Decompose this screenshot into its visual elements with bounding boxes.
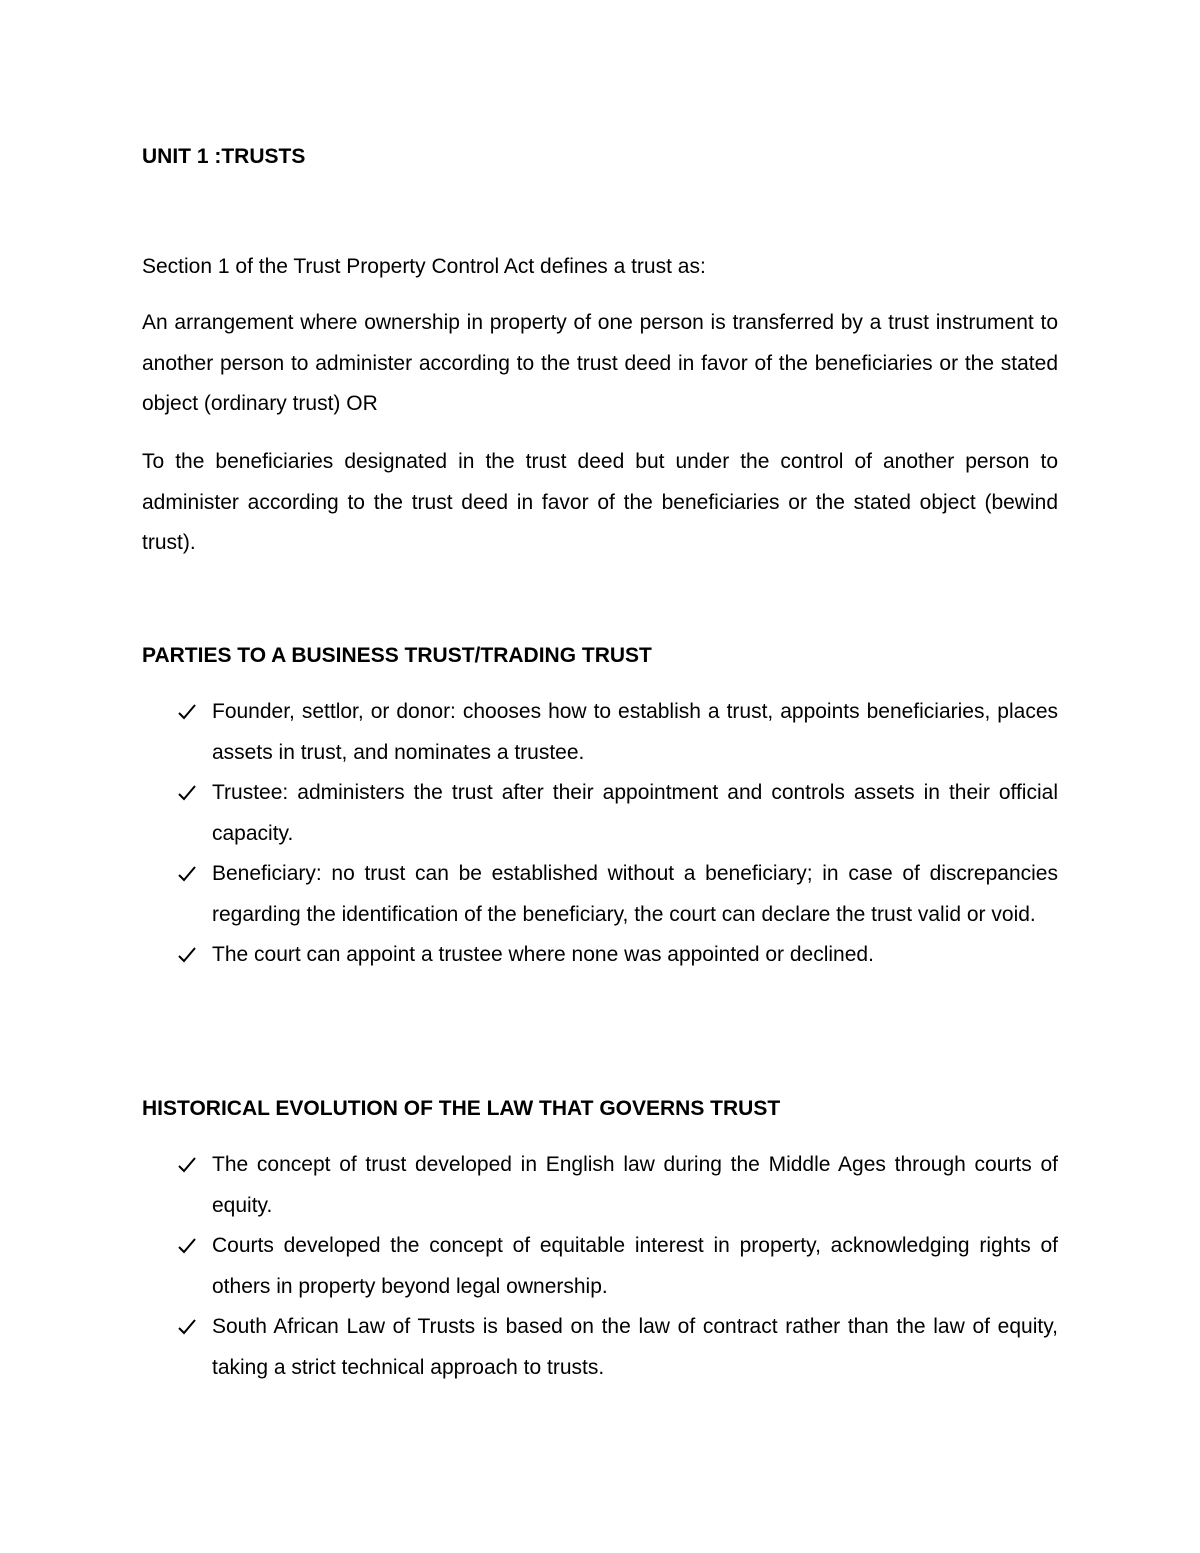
list-item: [142, 1307, 1058, 1388]
checkmark-icon: [178, 773, 198, 813]
list-item: [142, 1226, 1058, 1307]
list-item: [142, 854, 1058, 935]
list-item-text: South African Law of Trusts is based on the law of contract rather than the law of equity, taking a strict technical approach to trusts.: [212, 1315, 1058, 1379]
list-item-text: Founder, settlor, or donor: chooses how to establish a trust, appoints beneficiaries, places assets in trust, and nominates a trustee.: [212, 700, 1058, 764]
checkmark-icon: [178, 854, 198, 894]
parties-list: [142, 692, 1058, 976]
history-list: [142, 1145, 1058, 1388]
definition-paragraph-1: An arrangement where ownership in property of one person is transferred by a trust instrument to another person to administer according to the trust deed in favor of the beneficiaries or the stated object (ordinary trust) OR: [142, 311, 1058, 415]
list-item-text: The concept of trust developed in English law during the Middle Ages through courts of equity.: [212, 1153, 1058, 1217]
list-item: [142, 692, 1058, 773]
list-item: [142, 773, 1058, 854]
list-item: [142, 935, 1058, 976]
definition-intro: Section 1 of the Trust Property Control Act defines a trust as:: [142, 255, 706, 278]
history-heading: HISTORICAL EVOLUTION OF THE LAW THAT GOVERNS TRUST: [142, 1097, 781, 1120]
checkmark-icon: [178, 1226, 198, 1266]
list-item: [142, 1145, 1058, 1226]
checkmark-icon: [178, 692, 198, 732]
document-title: UNIT 1 :TRUSTS: [142, 145, 306, 168]
definition-paragraph-2: To the beneficiaries designated in the trust deed but under the control of another person to administer according to the trust deed in favor of the beneficiaries or the stated object (bewind trust).: [142, 450, 1058, 554]
list-item-text: Courts developed the concept of equitable interest in property, acknowledging rights of others in property beyond legal ownership.: [212, 1234, 1058, 1298]
checkmark-icon: [178, 1307, 198, 1347]
checkmark-icon: [178, 935, 198, 975]
list-item-text: Beneficiary: no trust can be established without a beneficiary; in case of discrepancies regarding the identification of the beneficiary, the court can declare the trust valid or void.: [212, 862, 1058, 926]
checkmark-icon: [178, 1145, 198, 1185]
list-item-text: Trustee: administers the trust after their appointment and controls assets in their official capacity.: [212, 781, 1058, 845]
parties-heading: PARTIES TO A BUSINESS TRUST/TRADING TRUST: [142, 644, 652, 667]
list-item-text: The court can appoint a trustee where none was appointed or declined.: [212, 943, 874, 966]
